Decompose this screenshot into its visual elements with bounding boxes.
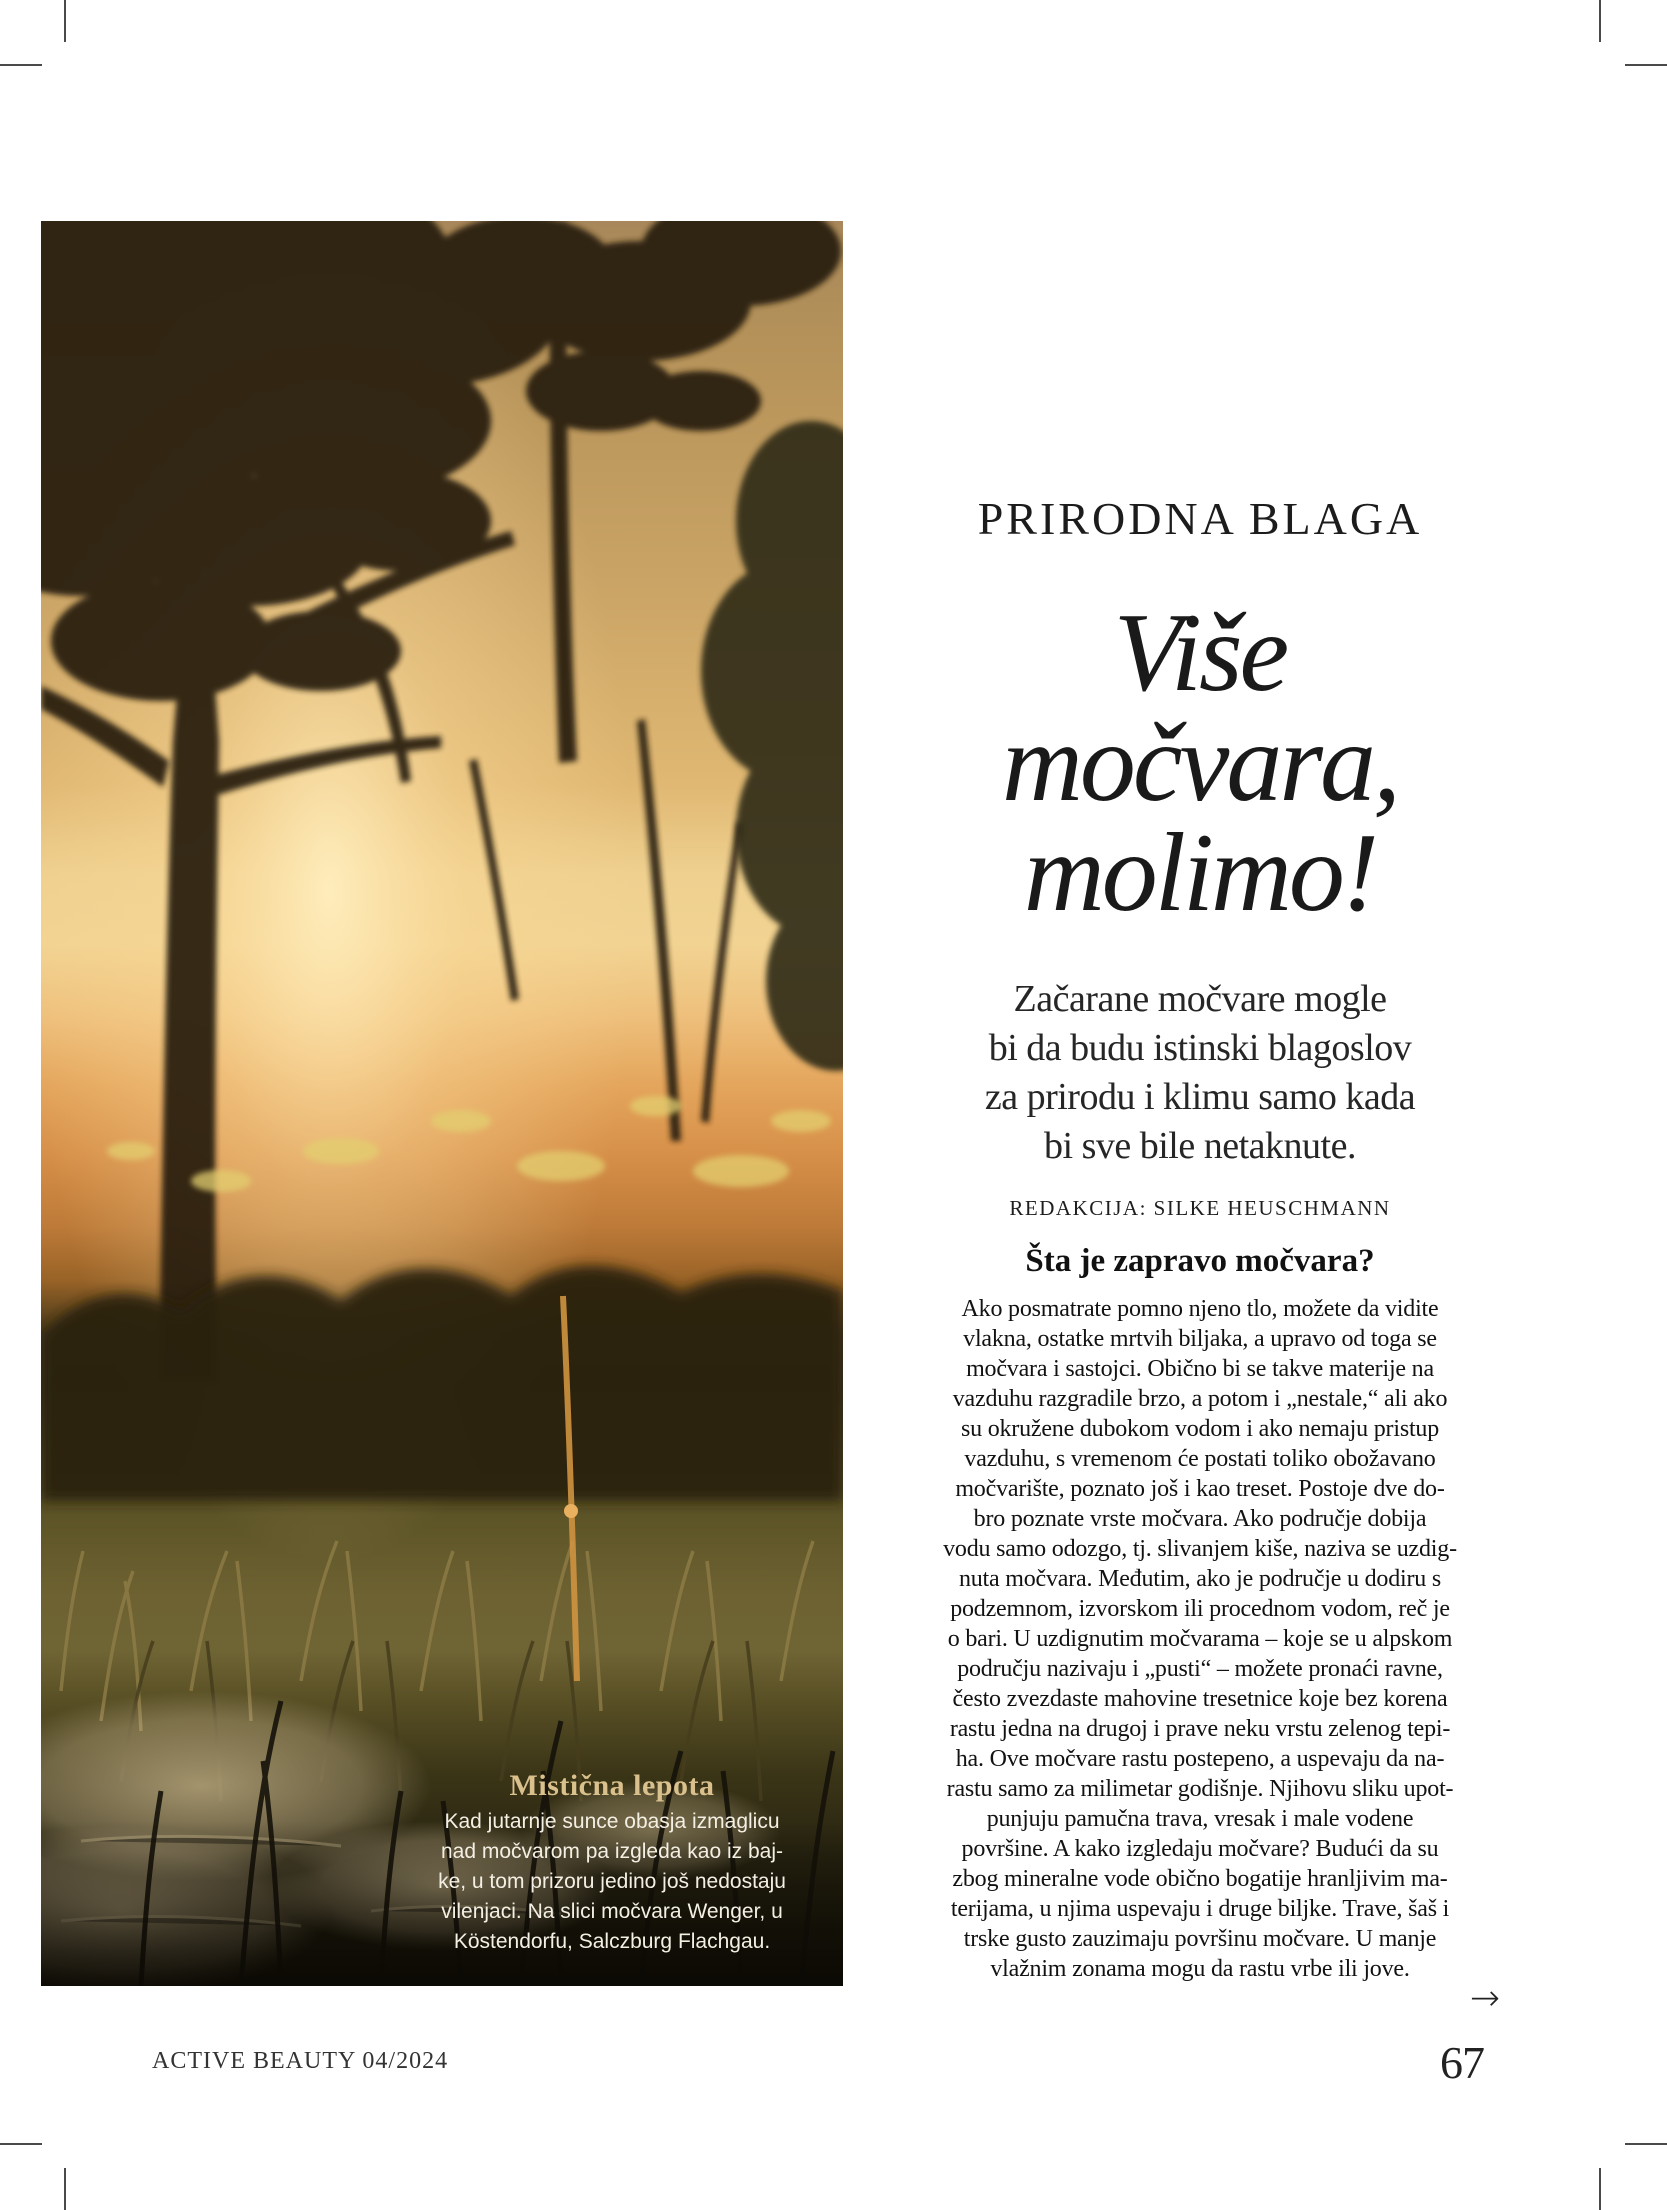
text-line: rastu jedna na drugoj i prave neku vrstu zelenog tepi- — [949, 1716, 1451, 1742]
crop-mark-top-right-vertical — [1599, 0, 1601, 42]
text-line: vodu samo odozgo, tj. slivanjem kiše, naziva se uzdig- — [943, 1536, 1457, 1562]
article-byline: REDAKCIJA: SILKE HEUSCHMANN — [1009, 1196, 1391, 1220]
article-standfirst — [880, 975, 1520, 1171]
text-line: Ako posmatrate pomno njeno tlo, možete da vidite — [961, 1296, 1439, 1322]
text-line: području nazivaju i „pusti“ – možete pronaći ravne, — [957, 1656, 1443, 1682]
text-line: močvarište, poznato još i kao treset. Postoje dve do- — [955, 1476, 1445, 1502]
text-line: za prirodu i klimu samo kada — [984, 1076, 1416, 1118]
text-line: vlakna, ostatke mrtvih biljaka, a upravo od toga se — [963, 1326, 1437, 1352]
crop-mark-bottom-left-horizontal — [0, 2143, 42, 2145]
text-line: nuta močvara. Međutim, ako je područje u dodiru s — [958, 1566, 1442, 1592]
text-line: ke, u tom prizoru jedino još nedostaju — [438, 1870, 786, 1893]
text-line: ha. Ove močvare rastu postepeno, a uspevaju da na- — [955, 1746, 1445, 1772]
text-line: podzemnom, izvorskom ili procednom vodom, reč je — [950, 1596, 1450, 1622]
photo-caption-title: Mistična lepota — [509, 1769, 715, 1802]
text-line: vazduhu, s vremenom će postati toliko obožavano — [964, 1446, 1436, 1472]
text-line: bi da budu istinski blagoslov — [988, 1027, 1412, 1069]
text-line: zbog mineralne vode obično bogatije hranljivim ma- — [952, 1866, 1448, 1892]
crop-mark-bottom-right-horizontal — [1625, 2143, 1667, 2145]
article-body — [880, 1294, 1520, 1984]
text-line: Začarane močvare mogle — [1013, 978, 1387, 1020]
text-line: vilenjaci. Na slici močvara Wenger, u — [441, 1900, 783, 1923]
photo-caption — [372, 1769, 843, 1957]
article-subheading: Šta je zapravo močvara? — [1025, 1243, 1375, 1279]
article-title — [880, 591, 1520, 935]
text-line: molimo! — [1023, 811, 1377, 935]
text-line: bi sve bile netaknute. — [1044, 1125, 1356, 1167]
text-line: trske gusto zauzimaju površinu močvare. U manje — [963, 1926, 1437, 1952]
crop-mark-top-left-vertical — [64, 0, 66, 42]
text-line: terijama, u njima uspevaju i druge biljke. Trave, šaš i — [950, 1896, 1450, 1922]
text-line: Više — [1113, 591, 1287, 715]
crop-mark-bottom-right-vertical — [1599, 2168, 1601, 2210]
section-kicker: PRIRODNA BLAGA — [977, 493, 1423, 544]
continuation-arrow-icon: → — [1469, 1978, 1500, 2019]
crop-mark-top-right-horizontal — [1625, 64, 1667, 66]
text-line: često zvezdaste mahovine tresetnice koje bez korena — [952, 1686, 1448, 1712]
bog-sunrise-photo — [41, 221, 843, 1986]
text-line: rastu samo za milimetar godišnje. Njihovu sliku upot- — [946, 1776, 1454, 1802]
footer-magazine-issue: ACTIVE BEAUTY 04/2024 — [152, 2048, 449, 2074]
text-line: o bari. U uzdignutim močvarama – koje se u alpskom — [947, 1626, 1453, 1652]
text-line: vazduhu razgradile brzo, a potom i „nestale,“ ali ako — [952, 1386, 1448, 1412]
text-line: Köstendorfu, Salczburg Flachgau. — [453, 1930, 771, 1953]
photo-caption-text — [372, 1807, 843, 1957]
text-line: nad močvarom pa izgleda kao iz baj- — [440, 1840, 783, 1863]
text-line: punjuju pamučna trava, vresak i male vodene — [986, 1806, 1414, 1832]
page-number: 67 — [1440, 2037, 1484, 2088]
text-line: močvara i sastojci. Obično bi se takve materije na — [966, 1356, 1434, 1382]
bog-photo-illustration — [41, 221, 843, 1986]
crop-mark-top-left-horizontal — [0, 64, 42, 66]
crop-mark-bottom-left-vertical — [64, 2168, 66, 2210]
text-line: močvara, — [1002, 701, 1398, 825]
text-line: Kad jutarnje sunce obasja izmaglicu — [444, 1810, 780, 1833]
text-line: vlažnim zonama mogu da rastu vrbe ili jove. — [990, 1956, 1410, 1982]
text-line: su okružene dubokom vodom i ako nemaju pristup — [960, 1416, 1440, 1442]
text-line: površine. A kako izgledaju močvare? Budući da su — [961, 1836, 1439, 1862]
text-line: bro poznate vrste močvara. Ako područje dobija — [973, 1506, 1427, 1532]
